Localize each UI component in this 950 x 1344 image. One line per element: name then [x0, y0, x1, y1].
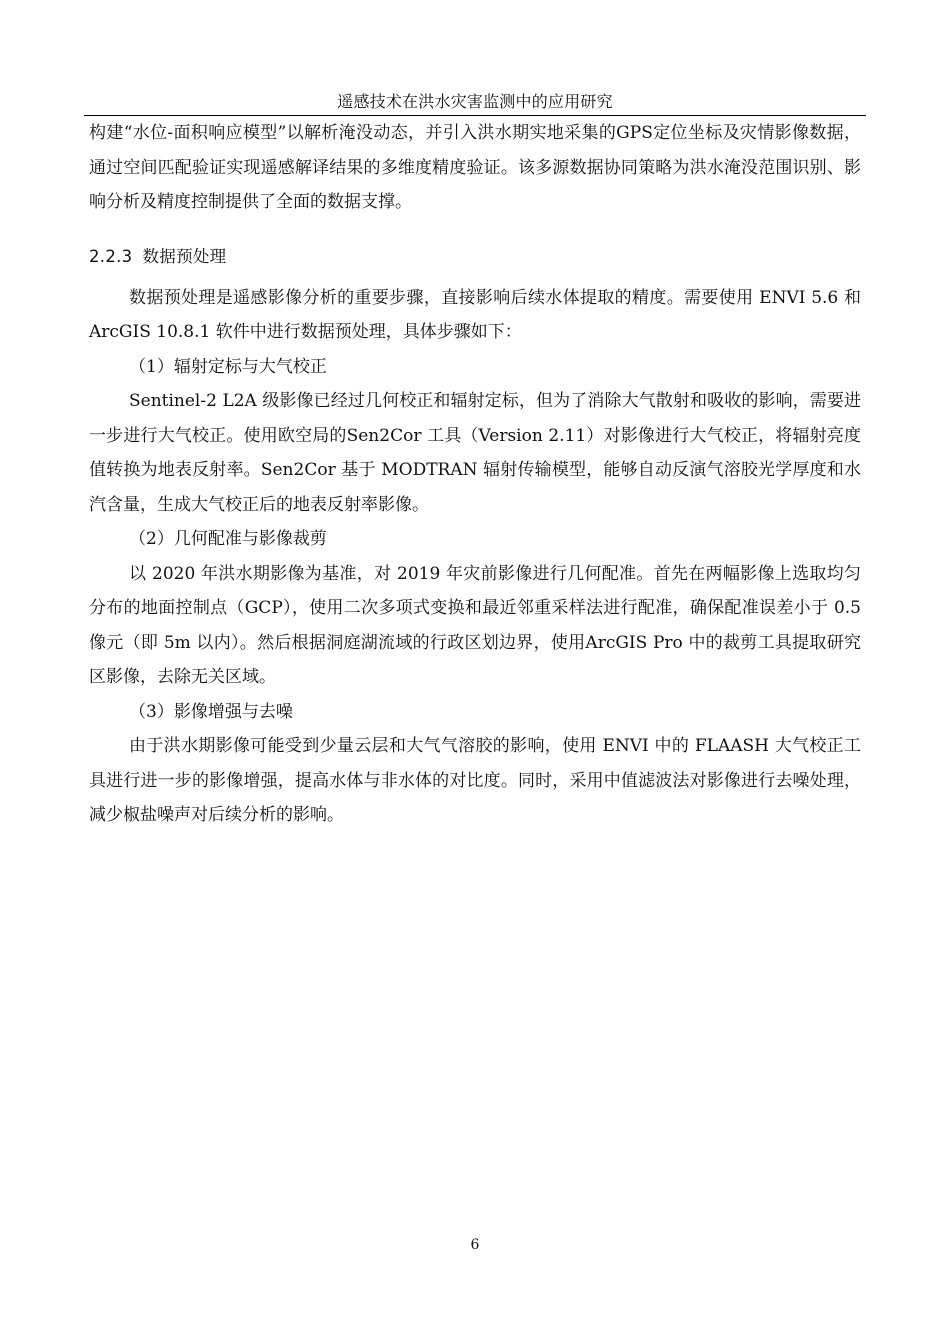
running-header: 遥感技术在洪水灾害监测中的应用研究 [337, 92, 613, 111]
intro-paragraph: 构建“水位-面积响应模型”以解析淹没动态，并引入洪水期实地采集的GPS定位坐标及灾情影像数据，通过空间匹配验证实现遥感解译结果的多维度精度验证。该多源数据协同策略为洪水淹没范围识别、影响分析及精度控制提供了全面的数据支撑。 [89, 123, 861, 212]
section-heading [89, 244, 861, 270]
step-3-title: （3）影像增强与去噪 [129, 701, 293, 722]
page-body [89, 116, 861, 833]
step-2-text: 以 2020 年洪水期影像为基准，对 2019 年灾前影像进行几何配准。首先在两幅影像上选取均匀分布的地面控制点（GCP），使用二次多项式变换和最近邻重采样法进行配准，确保配准误差小于 0.5 像元（即 5m 以内）。然后根据洞庭湖流域的行政区划边界，使用ArcGIS Pro 中的裁剪工具提取研究区影像，去除无关区域。 [89, 563, 861, 687]
step-2-title: （2）几何配准与影像裁剪 [129, 529, 327, 549]
step-1-text: Sentinel-2 L2A 级影像已经过几何校正和辐射定标，但为了消除大气散射和吸收的影响，需要进一步进行大气校正。使用欧空局的Sen2Cor 工具（Version 2.11）对影像进行大气校正，将辐射亮度值转换为地表反射率。Sen2Cor 基于 MODTRAN 辐射传输模型，能够自动反演气溶胶光学厚度和水汽含量，生成大气校正后的地表反射率影像。 [89, 391, 861, 515]
step-3-text: 由于洪水期影像可能受到少量云层和大气气溶胶的影响，使用 ENVI 中的 FLAASH 大气校正工具进行进一步的影像增强，提高水体与非水体的对比度。同时，采用中值滤波法对影像进行去噪处理，减少椒盐噪声对后续分析的影响。 [89, 736, 861, 825]
step-1-title: （1）辐射定标与大气校正 [129, 356, 327, 377]
section-title: 数据预处理 [142, 246, 227, 266]
section-intro-paragraph: 数据预处理是遥感影像分析的重要步骤，直接影响后续水体提取的精度。需要使用 ENVI 5.6 和 ArcGIS 10.8.1 软件中进行数据预处理，具体步骤如下： [89, 287, 861, 342]
section-number: 2.2.3 [89, 246, 133, 266]
page-number: 6 [470, 1237, 480, 1253]
